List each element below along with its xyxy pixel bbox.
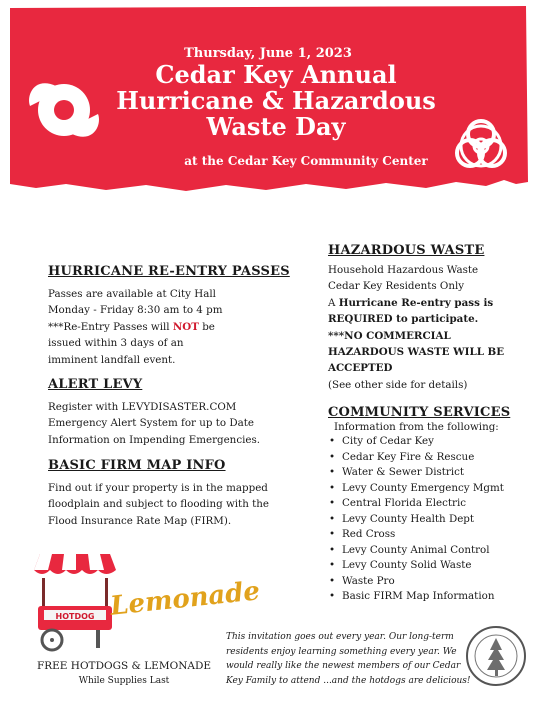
bold-text: HAZARDOUS WASTE WILL BE	[328, 346, 505, 359]
text-line: Emergency Alert System for up to Date	[48, 417, 254, 430]
list-item: • Red Cross	[342, 527, 504, 543]
text-line: Household Hazardous Waste	[328, 264, 479, 276]
alert-levy-heading: ALERT LEVY	[48, 377, 143, 392]
text-line: Passes are available at City Hall	[48, 288, 216, 300]
text-line: Find out if your property is in the mapped	[48, 482, 268, 494]
firm-map-heading: BASIC FIRM MAP INFO	[48, 458, 226, 473]
text-line: Register with LEVYDISASTER.COM	[48, 401, 237, 413]
text-line	[48, 319, 223, 335]
text-line: Flood Insurance Rate Map (FIRM).	[48, 514, 232, 527]
event-title-line: Hurricane & Hazardous	[116, 86, 436, 115]
text-line	[328, 295, 504, 311]
community-intro: Information from the following:	[334, 421, 499, 433]
event-location: at the Cedar Key Community Center	[184, 154, 428, 168]
warning-not: NOT	[172, 320, 199, 333]
cart-sign: HOTDOG	[55, 612, 95, 621]
warning-text: ***Re-Entry Passes will	[48, 320, 173, 333]
community-services-heading: COMMUNITY SERVICES	[328, 405, 511, 420]
free-hotdogs-text: FREE HOTDOGS & LEMONADE	[36, 660, 212, 672]
note-line: This invitation goes out every year. Our long-term	[226, 632, 454, 642]
text-line: Monday - Friday 8:30 am to 4 pm	[48, 304, 223, 317]
note-line: Key Family to attend ...and the hotdogs are delicious!	[226, 675, 471, 686]
hazardous-waste-heading: HAZARDOUS WASTE	[328, 243, 485, 258]
bold-text: ACCEPTED	[328, 362, 393, 375]
list-item: • Levy County Solid Waste	[342, 558, 504, 574]
text-span: A	[328, 296, 339, 309]
alert-levy-text	[48, 399, 260, 448]
event-title	[116, 62, 436, 140]
event-title-line: Waste Day	[206, 112, 346, 141]
invitation-note	[226, 630, 471, 688]
services-list	[328, 434, 504, 605]
title-banner	[6, 6, 530, 202]
list-item: • Levy County Health Dept	[342, 512, 504, 528]
note-line: would really like the newest members of our Cedar	[226, 661, 461, 671]
hurricane-passes-text	[48, 286, 223, 368]
hurricane-passes-heading: HURRICANE RE-ENTRY PASSES	[48, 264, 290, 279]
note-line: residents enjoy learning something every year. We	[226, 646, 457, 657]
text-line: Information on Impending Emergencies.	[48, 433, 261, 446]
hazardous-waste-text	[328, 262, 504, 393]
while-supplies-text: While Supplies Last	[78, 676, 170, 686]
list-item: • Cedar Key Fire & Rescue	[342, 450, 504, 466]
list-item: • Basic FIRM Map Information	[342, 589, 504, 605]
text-line: (See other side for details)	[328, 378, 468, 391]
event-title-line: Cedar Key Annual	[155, 60, 397, 89]
list-item: • Waste Pro	[342, 574, 504, 590]
city-seal-icon	[464, 624, 528, 688]
text-line: floodplain and subject to flooding with the	[48, 498, 269, 511]
bold-text: Hurricane Re-entry pass is	[338, 296, 494, 309]
list-item: • Levy County Animal Control	[342, 543, 504, 559]
bold-text: REQUIRED to participate.	[328, 313, 479, 326]
event-date: Thursday, June 1, 2023	[184, 46, 352, 61]
text-line: Cedar Key Residents Only	[328, 280, 465, 293]
text-line: imminent landfall event.	[48, 353, 176, 366]
warning-text: be	[198, 320, 215, 333]
list-item: • City of Cedar Key	[342, 434, 504, 450]
text-line: issued within 3 days of an	[48, 337, 184, 350]
list-item: • Water & Sewer District	[342, 465, 504, 481]
list-item: • Levy County Emergency Mgmt	[342, 481, 504, 497]
list-item: • Central Florida Electric	[342, 496, 504, 512]
bold-text: ***NO COMMERCIAL	[328, 329, 451, 342]
hotdog-cart-icon	[30, 544, 120, 656]
firm-map-text	[48, 480, 269, 529]
lemonade-logo: Lemonade	[108, 576, 262, 622]
